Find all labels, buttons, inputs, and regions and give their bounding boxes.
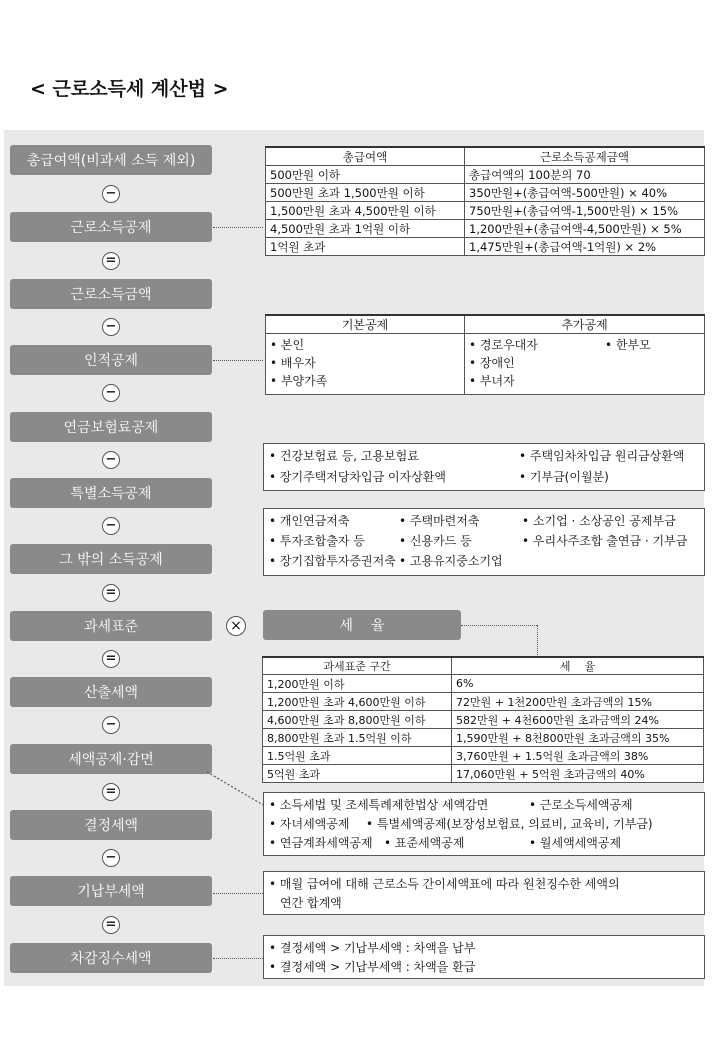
minus-operator: −	[102, 716, 120, 734]
table-cell: 750만원+(총급여액-1,500만원) × 15%	[465, 202, 705, 220]
table-cell: 8,800만원 초과 1.5억원 이하	[263, 729, 452, 747]
list-item-label: • 한부모	[605, 338, 651, 352]
step-pension-deduction: 연금보험료공제	[10, 412, 212, 442]
step-prepaid-tax: 기납부세액	[10, 876, 212, 906]
tax-rate-label: 세율	[263, 610, 461, 640]
equals-operator: =	[102, 650, 120, 668]
note-line: • 결정세액 > 기납부세액 : 차액을 환급	[269, 960, 476, 974]
list-item: • 표준세액공제	[384, 836, 465, 850]
tax-credit-box	[263, 792, 705, 856]
list-item: • 주택마련저축	[399, 514, 480, 528]
list-item: • 장애인	[469, 356, 515, 370]
table-cell	[266, 334, 465, 395]
connector-line	[213, 360, 263, 361]
prepaid-tax-note-box	[263, 871, 705, 915]
step-determined-tax: 결정세액	[10, 810, 212, 840]
times-operator: ×	[226, 616, 246, 636]
table-cell	[465, 334, 705, 395]
list-item: • 장기주택저당차입금 이자상환액	[269, 470, 446, 484]
table-cell: 총급여액의 100분의 70	[465, 166, 705, 184]
list-item: • 소기업 · 소상공인 공제부금	[522, 514, 676, 528]
list-item: • 연금계좌세액공제	[269, 836, 373, 850]
list-item: • 기부금(이월분)	[519, 470, 609, 484]
table-row	[263, 675, 704, 693]
list-item: • 투자조합출자 등	[269, 534, 365, 548]
list-item: • 개인연금저축	[269, 514, 350, 528]
table-row	[266, 238, 705, 256]
list-item: • 본인	[270, 338, 305, 352]
connector-line	[537, 625, 538, 655]
earned-income-deduction-table	[265, 146, 705, 256]
minus-operator: −	[102, 451, 120, 469]
equals-operator: =	[102, 783, 120, 801]
connector-line	[213, 893, 263, 894]
list-item: • 소득세법 및 조세특례제한법상 세액감면	[269, 798, 489, 812]
table-header: 총급여액	[266, 147, 465, 166]
step-tax-credit-reduction: 세액공제·감면	[10, 744, 212, 774]
list-item: • 고용유지중소기업	[399, 554, 503, 568]
table-cell: 1,200만원+(총급여액-4,500만원) × 5%	[465, 220, 705, 238]
table-cell: 1,500만원 초과 4,500만원 이하	[266, 202, 465, 220]
table-row	[266, 334, 705, 395]
minus-operator: −	[102, 185, 120, 203]
table-cell: 6%	[452, 675, 704, 693]
table-cell: 5억원 초과	[263, 765, 452, 783]
minus-operator: −	[102, 318, 120, 336]
other-income-deduction-box	[263, 508, 705, 576]
step-calculated-tax: 산출세액	[10, 677, 212, 707]
table-row	[263, 711, 704, 729]
table-cell: 1,590만원 + 8천800만원 초과금액의 35%	[452, 729, 704, 747]
table-row	[263, 747, 704, 765]
tax-rate-table	[262, 656, 704, 783]
list-item: • 건강보험료 등, 고용보험료	[269, 449, 419, 463]
table-cell: 500만원 이하	[266, 166, 465, 184]
table-header: 과세표준 구간	[263, 657, 452, 675]
note-line: 연간 합계액	[280, 896, 342, 910]
list-item	[469, 336, 700, 354]
table-cell: 1,200만원 이하	[263, 675, 452, 693]
table-row	[266, 184, 705, 202]
note-line: • 결정세액 > 기납부세액 : 차액을 납부	[269, 941, 476, 955]
table-row	[266, 166, 705, 184]
list-item: • 배우자	[270, 356, 316, 370]
table-row	[266, 202, 705, 220]
note-line: • 매월 급여에 대해 근로소득 간이세액표에 따라 원천징수한 세액의	[269, 877, 620, 891]
step-other-income-deduction: 그 밖의 소득공제	[10, 544, 212, 574]
list-item: • 부녀자	[469, 374, 515, 388]
table-cell: 1.5억원 초과	[263, 747, 452, 765]
special-income-deduction-box	[263, 443, 705, 491]
table-row	[263, 693, 704, 711]
list-item: • 주택임차차입금 원리금상환액	[519, 449, 685, 463]
connector-line	[461, 625, 537, 626]
table-cell: 3,760만원 + 1.5억원 초과금액의 38%	[452, 747, 704, 765]
list-item: • 월세액세액공제	[529, 836, 622, 850]
list-item: • 우리사주조합 출연금 · 기부금	[522, 534, 688, 548]
list-item: • 신용카드 등	[399, 534, 472, 548]
list-item: • 장기집합투자증권저축	[269, 554, 396, 568]
connector-line	[213, 958, 263, 959]
table-cell: 582만원 + 4천600만원 초과금액의 24%	[452, 711, 704, 729]
list-item: • 자녀세액공제	[269, 817, 350, 831]
list-item-label: • 경로우대자	[469, 338, 538, 352]
table-header: 세 율	[452, 657, 704, 675]
connector-line	[213, 227, 263, 228]
step-total-salary: 총급여액(비과세 소득 제외)	[10, 145, 212, 175]
table-cell: 500만원 초과 1,500만원 이하	[266, 184, 465, 202]
table-row	[263, 729, 704, 747]
table-cell: 4,500만원 초과 1억원 이하	[266, 220, 465, 238]
list-item: • 근로소득세액공제	[529, 798, 633, 812]
minus-operator: −	[102, 384, 120, 402]
list-item: • 특별세액공제(보장성보험료, 의료비, 교육비, 기부금)	[366, 817, 653, 831]
table-header: 기본공제	[266, 315, 465, 334]
step-final-tax: 차감징수세액	[10, 943, 212, 973]
table-cell: 1,475만원+(총급여액-1억원) × 2%	[465, 238, 705, 256]
list-item: • 부양가족	[270, 374, 328, 388]
table-cell: 4,600만원 초과 8,800만원 이하	[263, 711, 452, 729]
step-earned-income-amount: 근로소득금액	[10, 279, 212, 309]
table-header: 추가공제	[465, 315, 705, 334]
table-cell: 1억원 초과	[266, 238, 465, 256]
table-row	[266, 220, 705, 238]
equals-operator: =	[102, 584, 120, 602]
step-personal-deduction: 인적공제	[10, 345, 212, 375]
minus-operator: −	[102, 849, 120, 867]
table-cell: 72만원 + 1천200만원 초과금액의 15%	[452, 693, 704, 711]
page-title: < 근로소득세 계산법 >	[30, 78, 229, 100]
equals-operator: =	[102, 916, 120, 934]
table-cell: 17,060만원 + 5억원 초과금액의 40%	[452, 765, 704, 783]
minus-operator: −	[102, 517, 120, 535]
connector-diagonal	[205, 770, 267, 810]
table-row	[263, 765, 704, 783]
table-cell: 350만원+(총급여액-500만원) × 40%	[465, 184, 705, 202]
table-header: 근로소득공제금액	[465, 147, 705, 166]
equals-operator: =	[102, 252, 120, 270]
step-earned-income-deduction: 근로소득공제	[10, 212, 212, 242]
table-cell: 1,200만원 초과 4,600만원 이하	[263, 693, 452, 711]
final-notes-box	[263, 935, 705, 979]
step-special-income-deduction: 특별소득공제	[10, 478, 212, 508]
personal-deduction-table	[265, 314, 705, 395]
step-tax-base: 과세표준	[10, 611, 212, 641]
